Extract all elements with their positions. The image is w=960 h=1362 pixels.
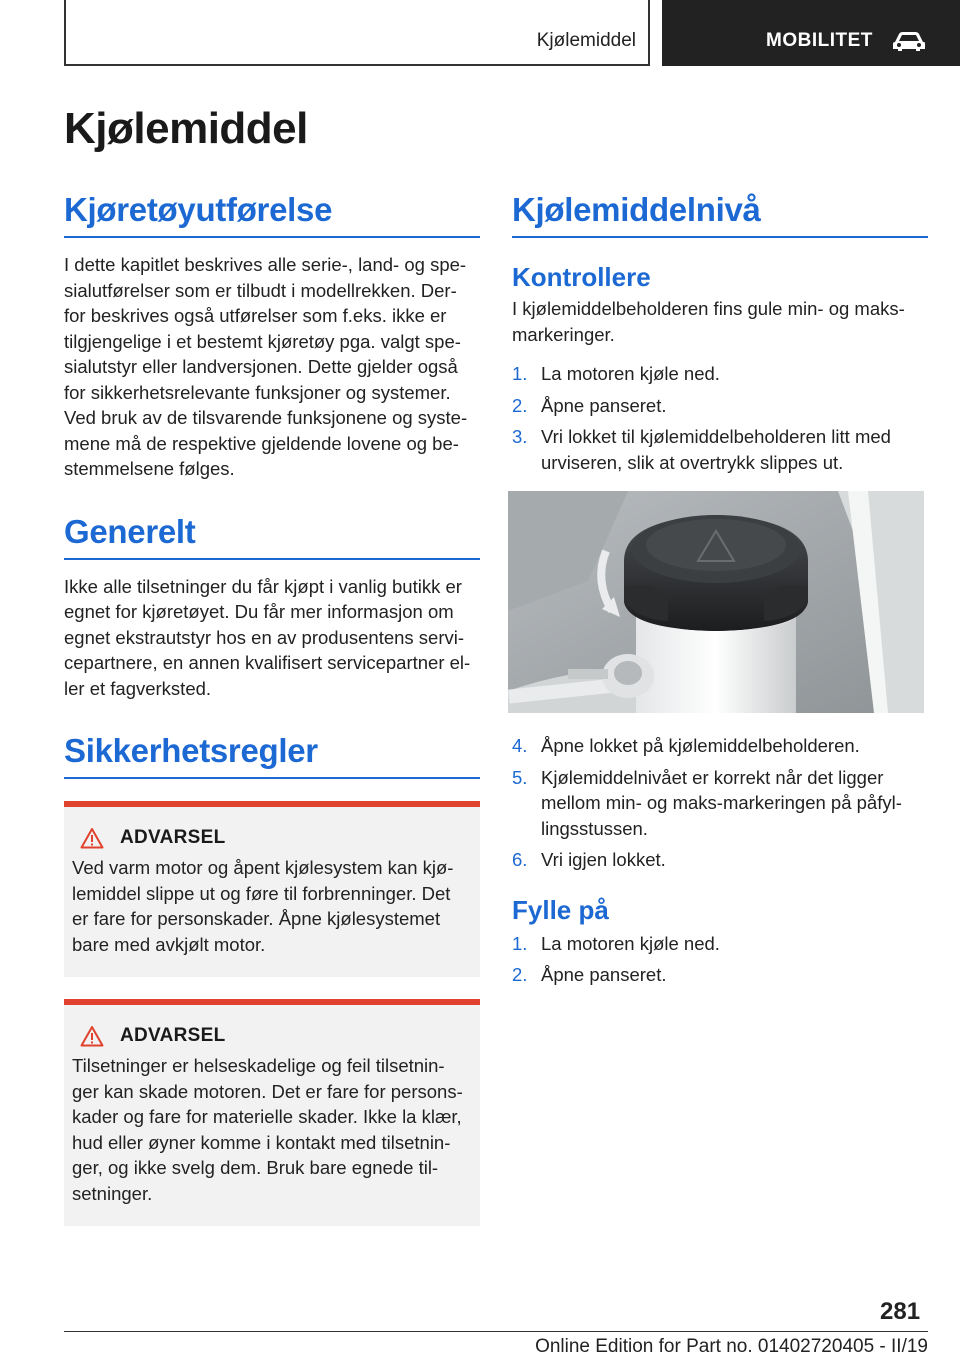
header-chapter-label: MOBILITET <box>766 30 873 51</box>
check-steps-list <box>512 361 928 475</box>
general-text: Ikke alle tilsetninger du får kjøpt i vanlig butikk er egnet for kjøretøyet. Du får mer informasjon om egnet ekstrautstyr hos en av produsentens servi- cepartnere, en annen kvalifisert servicepartner el- ler et fagverksted. <box>64 575 471 699</box>
header-chapter <box>662 0 960 66</box>
car-icon <box>892 30 926 52</box>
coolant-cap-photo <box>508 491 924 713</box>
list-item: 1. La motoren kjøle ned. <box>512 932 720 954</box>
check-heading: Kontrollere <box>512 262 651 292</box>
check-steps-list-continued <box>512 733 928 873</box>
coolant-level-heading: Kjølemiddelnivå <box>512 190 928 238</box>
warning-header <box>80 827 472 849</box>
warning-header <box>80 1025 472 1047</box>
right-column <box>512 190 928 994</box>
warning-title: ADVARSEL <box>120 827 226 848</box>
vehicle-heading: Kjøretøyutførelse <box>64 190 480 238</box>
warning-box <box>64 999 480 1226</box>
general-section <box>64 512 480 702</box>
fill-heading: Fylle på <box>512 894 609 925</box>
footer-divider <box>64 1331 928 1332</box>
warning-text: Tilsetninger er helseskadelige og feil tilsetnin- ger kan skade motoren. Det er fare for persons- kader og fare for materielle skader. Ikke la klær, hud eller øyner komme i kontakt med tilsetnin- ger, og ikke svelg dem. Bruk bare egnede til- setninger. <box>72 1055 463 1204</box>
footer-edition: Online Edition for Part no. 01402720405 - II/19 <box>535 1336 928 1357</box>
header-section <box>64 0 650 66</box>
general-heading: Generelt <box>64 512 480 560</box>
vehicle-text: I dette kapitlet beskrives alle serie-, land- og spe- sialutførelser som er tilbudt i modellrekken. Der- for beskrives også utførelser som f.eks. ikke er tilgjengelige i et bestemt kjøretøy pga. valgt spe- sialutstyr eller landversjonen. Dette gjelder også for sikkerhetsrelevante funksjoner og systemer. Ved bruk av de tilsvarende funksjonene og syste- mene må de respektive gjeldende lovene og be- stemmelsene følges. <box>64 254 468 479</box>
warning-title: ADVARSEL <box>120 1025 226 1046</box>
left-column <box>64 190 480 1256</box>
list-item: 6. Vri igjen lokket. <box>512 849 666 870</box>
page-title: Kjølemiddel <box>64 104 308 153</box>
list-item: 3. Vri lokket til kjølemiddelbeholderen litt med urviseren, slik at overtrykk slippes ut. <box>512 426 891 473</box>
header-section-label: Kjølemiddel <box>536 30 636 51</box>
coolant-cap-illustration <box>508 491 924 713</box>
safety-heading: Sikkerhetsregler <box>64 731 480 779</box>
list-item: 5. Kjølemiddelnivået er korrekt når det ligger mellom min- og maks-markeringen på påfyl- lingsstussen. <box>512 766 902 839</box>
list-item: 2. Åpne panseret. <box>512 964 667 985</box>
safety-section <box>64 731 480 1226</box>
list-item: 4. Åpne lokket på kjølemiddelbeholderen. <box>512 735 860 756</box>
list-item: 1. La motoren kjøle ned. <box>512 363 720 384</box>
warning-triangle-icon <box>80 827 104 849</box>
warning-triangle-icon <box>80 1025 104 1047</box>
check-intro: I kjølemiddelbeholderen fins gule min- og maks- markeringer. <box>512 298 905 345</box>
list-item: 2. Åpne panseret. <box>512 394 667 416</box>
warning-text: Ved varm motor og åpent kjølesystem kan kjø- lemiddel slippe ut og føre til forbrenninger. Det er fare for personskader. Åpne kjølesystemet bare med avkjølt motor. <box>72 857 454 955</box>
warning-box <box>64 801 480 977</box>
page-number: 281 <box>880 1298 921 1325</box>
fill-steps-list <box>512 931 928 988</box>
vehicle-section <box>64 190 480 482</box>
page-header <box>64 0 960 66</box>
